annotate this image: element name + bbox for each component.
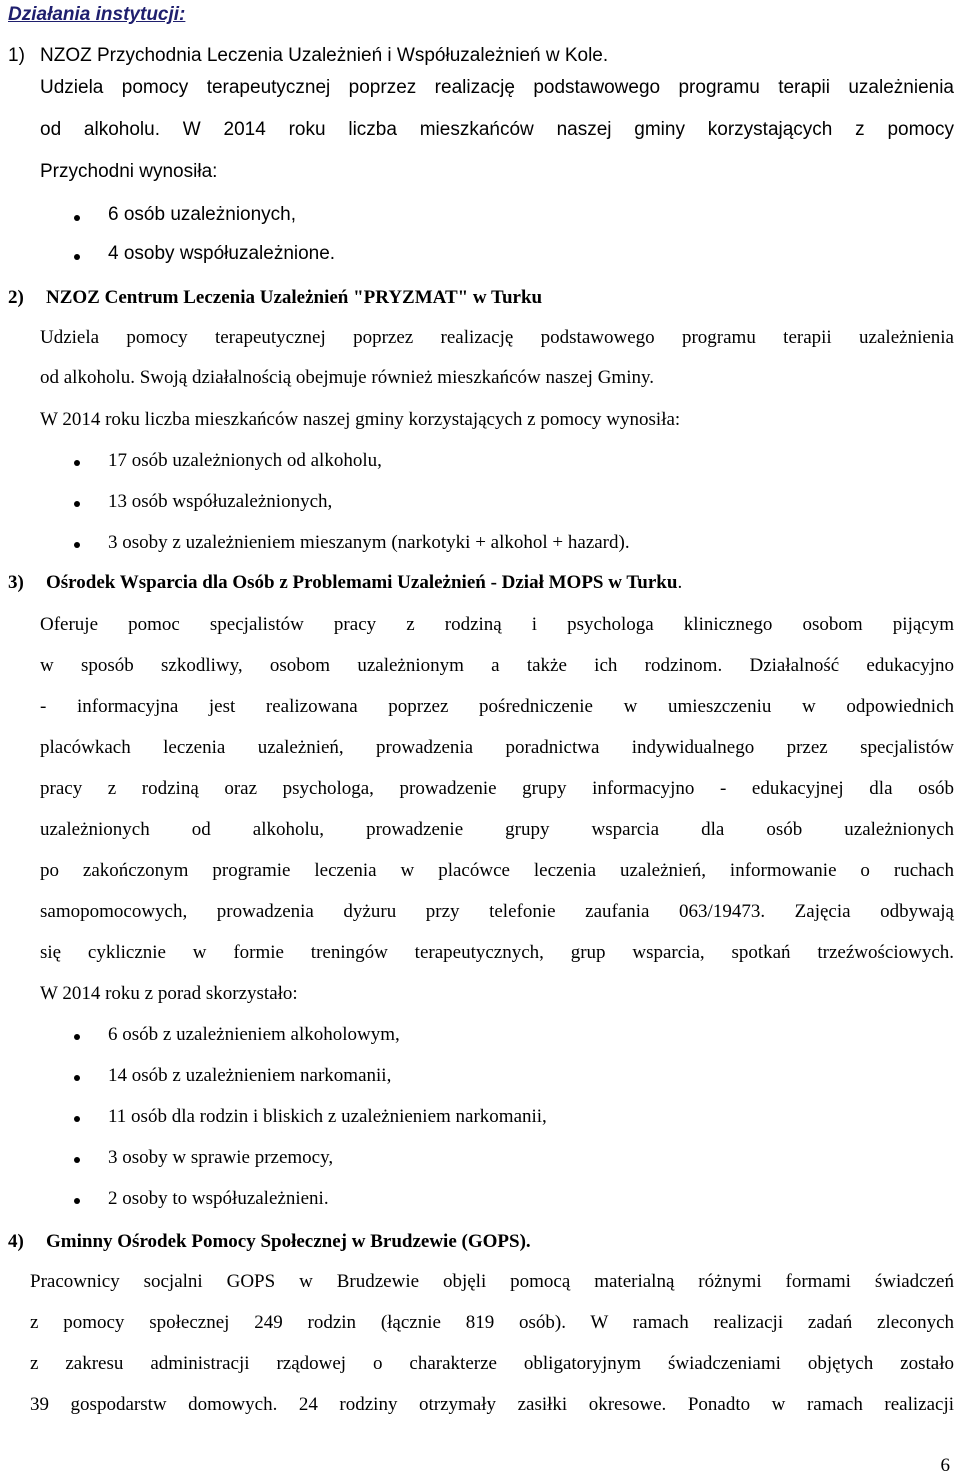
section-4-title: Gminny Ośrodek Pomocy Społecznej w Brudzewie (GOPS). bbox=[46, 1231, 531, 1252]
bullet-icon bbox=[74, 1075, 80, 1081]
section-3-line: pracy z rodziną oraz psychologa, prowadzenie grupy informacyjno - edukacyjnej dla osób bbox=[40, 778, 954, 799]
section-2-line: od alkoholu. Swoją działalnością obejmuje również mieszkańców naszej Gminy. bbox=[40, 367, 654, 388]
bullet-icon bbox=[74, 254, 80, 260]
section-2-line: W 2014 roku liczba mieszkańców naszej gminy korzystających z pomocy wynosiła: bbox=[40, 409, 681, 430]
list-item: 3 osoby z uzależnieniem mieszanym (narkotyki + alkohol + hazard). bbox=[108, 532, 630, 553]
bullet-icon bbox=[74, 1034, 80, 1040]
section-4-line: Pracownicy socjalni GOPS w Brudzewie objęli pomocą materialną różnymi formami świadczeń bbox=[30, 1271, 954, 1292]
list-item: 3 osoby w sprawie przemocy, bbox=[108, 1147, 334, 1168]
section-2-number: 2) bbox=[8, 287, 24, 308]
bullet-icon bbox=[74, 1116, 80, 1122]
bullet-icon bbox=[74, 1157, 80, 1163]
section-3-line: po zakończonym programie leczenia w placówce leczenia uzależnień, informowanie o ruchach bbox=[40, 860, 954, 881]
list-item: 6 osób uzależnionych, bbox=[108, 204, 297, 225]
bullet-icon bbox=[74, 1198, 80, 1204]
list-item: 4 osoby współuzależnione. bbox=[108, 243, 336, 264]
section-3-line: - informacyjna jest realizowana poprzez pośredniczenie w umieszczeniu w odpowiednich bbox=[40, 696, 954, 717]
section-3-line: uzależnionych od alkoholu, prowadzenie grupy wsparcia dla osób uzależnionych bbox=[40, 819, 954, 840]
section-heading: Działania instytucji: bbox=[8, 4, 186, 25]
section-3-line: samopomocowych, prowadzenia dyżuru przy telefonie zaufania 063/19473. Zajęcia odbywają bbox=[40, 901, 954, 922]
section-4-line: z pomocy społecznej 249 rodzin (łącznie 819 osób). W ramach realizacji zadań zleconych bbox=[30, 1312, 954, 1333]
bullet-icon bbox=[74, 215, 80, 221]
list-item: 13 osób współuzależnionych, bbox=[108, 491, 333, 512]
section-4-line: z zakresu administracji rządowej o charakterze obligatoryjnym świadczeniami objętych zostało bbox=[30, 1353, 954, 1374]
section-1-line: od alkoholu. W 2014 roku liczba mieszkańców naszej gminy korzystających z pomocy bbox=[40, 119, 954, 140]
section-3-line: się cyklicznie w formie treningów terapeutycznych, grup wsparcia, spotkań trzeźwościowych. bbox=[40, 942, 954, 963]
bullet-icon bbox=[74, 460, 80, 466]
section-3-line: placówkach leczenia uzależnień, prowadzenia poradnictwa indywidualnego przez specjalistów bbox=[40, 737, 954, 758]
list-item: 2 osoby to współuzależnieni. bbox=[108, 1188, 329, 1209]
section-3-title: Ośrodek Wsparcia dla Osób z Problemami Uzależnień - Dział MOPS w Turku bbox=[46, 572, 678, 593]
list-item: 17 osób uzależnionych od alkoholu, bbox=[108, 450, 382, 471]
bullet-icon bbox=[74, 542, 80, 548]
section-4-number: 4) bbox=[8, 1231, 24, 1252]
section-1-title: NZOZ Przychodnia Leczenia Uzależnień i Współuzależnień w Kole. bbox=[40, 45, 609, 66]
bullet-icon bbox=[74, 501, 80, 507]
section-1-line: Przychodni wynosiła: bbox=[40, 161, 218, 182]
list-item: 14 osób z uzależnieniem narkomanii, bbox=[108, 1065, 392, 1086]
list-item: 11 osób dla rodzin i bliskich z uzależnieniem narkomanii, bbox=[108, 1106, 547, 1127]
section-3-line: Oferuje pomoc specjalistów pracy z rodziną i psychologa klinicznego osobom pijącym bbox=[40, 614, 954, 635]
section-1-line: Udziela pomocy terapeutycznej poprzez realizację podstawowego programu terapii uzależnienia bbox=[40, 77, 954, 98]
section-2-title: NZOZ Centrum Leczenia Uzależnień "PRYZMAT" w Turku bbox=[46, 287, 543, 308]
section-3-line: w sposób szkodliwy, osobom uzależnionym a także ich rodzinom. Działalność edukacyjno bbox=[40, 655, 954, 676]
page-number: 6 bbox=[940, 1455, 950, 1476]
section-3-number: 3) bbox=[8, 572, 24, 593]
section-2-line: Udziela pomocy terapeutycznej poprzez realizację podstawowego programu terapii uzależnienia bbox=[40, 327, 954, 348]
section-4-line: 39 gospodarstw domowych. 24 rodziny otrzymały zasiłki okresowe. Ponadto w ramach realizacji bbox=[30, 1394, 954, 1415]
section-1-number: 1) bbox=[8, 45, 25, 66]
list-item: 6 osób z uzależnieniem alkoholowym, bbox=[108, 1024, 400, 1045]
section-3-title-tail: . bbox=[677, 572, 683, 593]
section-3-line: W 2014 roku z porad skorzystało: bbox=[40, 983, 298, 1004]
section-3-title-line bbox=[46, 572, 682, 594]
